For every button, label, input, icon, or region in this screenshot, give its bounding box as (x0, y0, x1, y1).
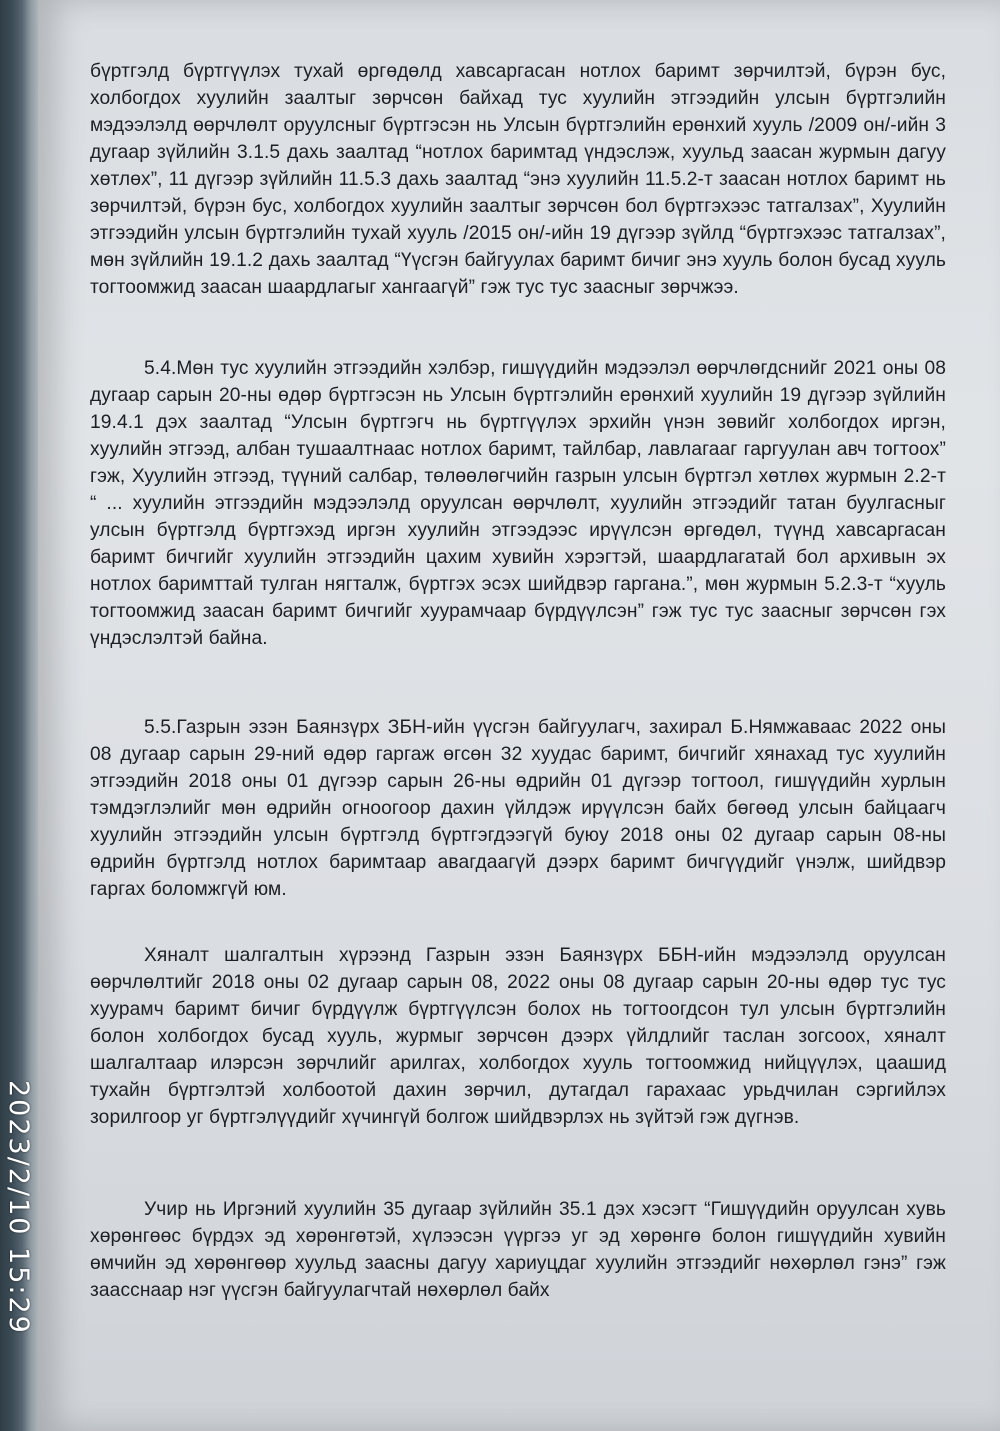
paragraph-text: бүртгэлд бүртгүүлэх тухай өргөдөлд хавсаргасан нотлох баримт зөрчилтэй, бүрэн бус, холбогдох хуулийн заалтыг зөрчсөн байхад тус хуулийн этгээдийн улсын бүртгэлийн мэдээлэлд өөрчлөлт оруулсныг бүртгэсэн нь Улсын бүртгэлийн ерөнхий хууль /2009 он/-ийн 3 дугаар зүйлийн 3.1.5 дахь заалтад “нотлох баримтад үндэслэж, хуульд заасан журмын дагуу хөтлөх”, 11 дүгээр зүйлийн 11.5.3 дахь заалтад “энэ хуулийн 11.5.2-т заасан нотлох баримт нь зөрчилтэй, бүрэн бус, холбогдох хуулийн заалтыг зөрчсөн бол бүртгэхээс татгалзах”, Хуулийн этгээдийн улсын бүртгэлийн тухай хууль /2015 он/-ийн 19 дүгээр зүйлд “бүртгэхээс татгалзах”, мөн зүйлийн 19.1.2 дахь заалтад “Үүсгэн байгуулах баримт бичиг энэ хууль болон бусад хууль тогтоомжид заасан шаардлагыг хангаагүй” гэж тус тус заасныг зөрчжээ. (90, 61, 946, 298)
paragraph-text: 5.5.Газрын эзэн Баянзүрх ЗБН-ийн үүсгэн байгуулагч, захирал Б.Нямжаваас 2022 оны 08 дугаар сарын 29-ний өдөр гаргаж өгсөн 32 хуудас баримт, бичгийг хянахад тус хуулийн этгээдийн 2018 оны 01 дүгээр сарын 26-ны өдрийн 01 дүгээр тогтоол, гишүүдийн хурлын тэмдэглэлийг мөн өдрийн огноогоор дахин үйлдэж ирүүлсэн байх бөгөөд улсын байцаагч хуулийн этгээдийн улсын бүртгэлд бүртгэгдээгүй буюу 2018 оны 02 дугаар сарын 08-ны өдрийн бүртгэлд нотлох баримтаар авагдаагүй дээрх баримт бичгүүдийг үнэлж, шийдвэр гаргах боломжгүй юм. (90, 717, 946, 900)
paragraph-continuation (90, 58, 946, 301)
paragraph-5-5 (90, 714, 946, 903)
paragraph-reason (90, 1196, 946, 1304)
paragraph-text: 5.4.Мөн тус хуулийн этгээдийн хэлбэр, гишүүдийн мэдээлэл өөрчлөгдснийг 2021 оны 08 дугаар сарын 20-ны өдөр бүртгэсэн нь Улсын бүртгэлийн ерөнхий хуулийн 19 дүгээр зүйлийн 19.4.1 дэх заалтад “Улсын бүртгэгч нь бүртгүүлэх эрхийн үнэн зөвийг холбогдох иргэн, хуулийн этгээд, албан тушаалтнаас нотлох баримт, тайлбар, лавлагааг гаргуулан авч тогтоох” гэж, Хуулийн этгээд, түүний салбар, төлөөлөгчийн газрын улсын бүртгэл хөтлөх журмын 2.2-т “ ... хуулийн этгээдийн мэдээлэлд оруулсан өөрчлөлт, хуулийн этгээдийг татан буулгасныг улсын бүртгэлд бүртгэхэд иргэн хуулийн этгээдээс ирүүлсэн өргөдөл, түүнд хавсаргасан баримт бичгийг хуулийн этгээдийн цахим хувийн хэрэгтэй, шаардлагатай бол архивын эх нотлох баримттай тулган нягталж, бүртгэх эсэх шийдвэр гаргана.”, мөн журмын 5.2.3-т “хууль тогтоомжид заасан баримт бичгийг хуурамчаар бүрдүүлсэн” гэж тус тус заасныг зөрчсөн гэх үндэслэлтэй байна. (90, 358, 946, 649)
paragraph-5-4 (90, 355, 946, 652)
document-page (38, 0, 1000, 1431)
paragraph-conclusion (90, 942, 946, 1131)
paragraph-text: Хяналт шалгалтын хүрээнд Газрын эзэн Баянзүрх ББН-ийн мэдээлэлд оруулсан өөрчлөлтийг 2018 оны 02 дугаар сарын 08, 2022 оны 08 дугаар сарын 20-ны өдөр тус тус хуурамч баримт бичиг бүрдүүлж бүртгүүлсэн болох нь тогтоогдсон тул улсын бүртгэлийн болон холбогдох бусад хууль, журмыг зөрчсөн дээрх үйлдлийг таслан зогсоох, хяналт шалгалтаар илэрсэн зөрчлийг арилгах, холбогдох хууль тогтоомжид нийцүүлэх, цаашид тухайн бүртгэлтэй холбоотой дахин зөрчил, дутагдал гарахаас урьдчилан сэргийлэх зорилгоор уг бүртгэлүүдийг хүчингүй болгож шийдвэрлэх нь зүйтэй гэж дүгнэв. (90, 945, 946, 1128)
paragraph-text: Учир нь Иргэний хуулийн 35 дугаар зүйлийн 35.1 дэх хэсэгт “Гишүүдийн оруулсан хувь хөрөнгөөс бүрдэх эд хөрөнгөтэй, хүлээсэн үүргээ уг эд хөрөнгө болон гишүүдийн хувийн өмчийн эд хөрөнгөөр хуульд заасны дагуу хариуцдаг хуулийн этгээдийг нөхөрлөл гэнэ” гэж заасснаар нэг үүсгэн байгуулагчтай нөхөрлөл байх (90, 1199, 946, 1301)
photo-timestamp: 2023/2/10 15:29 (3, 1080, 34, 1335)
